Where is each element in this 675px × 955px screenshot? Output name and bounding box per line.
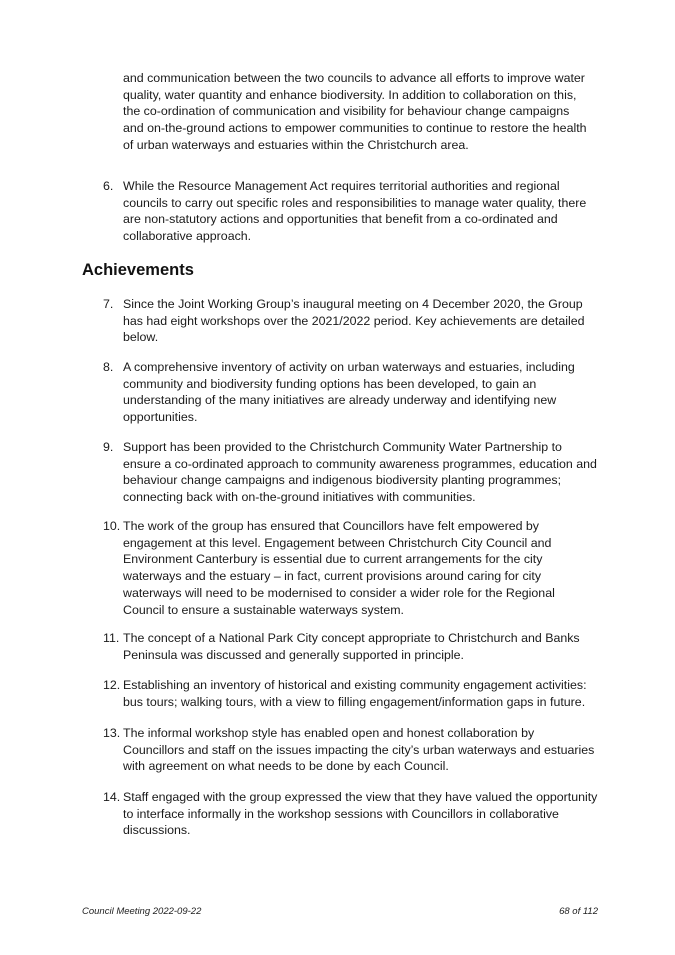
list-item-text: Staff engaged with the group expressed the view that they have valued the opportunity to interface informally in the workshop sessions with Councillors in collaborative discussions. (123, 790, 598, 838)
list-item-number: 8. (103, 360, 114, 374)
footer-page-number: 68 of 112 (559, 906, 598, 917)
list-item-text: The informal workshop style has enabled open and honest collaboration by Councillors and staff on the issues impacting the city’s urban waterways and estuaries with agreement on what needs to be done by each Council. (123, 726, 595, 774)
list-item-number: 11. (103, 631, 120, 645)
list-item-number: 7. (103, 297, 114, 311)
list-item-number: 13. (103, 726, 121, 740)
list-item-text: The work of the group has ensured that Councillors have felt empowered by engagement at this level. Engagement between Christchurch City Council and Environment Canterbury is essential due to current arrangements for the city waterways and the estuary – in fact, current provisions around caring for city waterways will need to be modernised to consider a wider role for the Regional Council to ensure a sustainable waterways system. (123, 519, 555, 617)
list-item-12 (103, 677, 598, 710)
list-item-text: While the Resource Management Act requires territorial authorities and regional councils to carry out specific roles and responsibilities to manage water quality, there are non-statutory actions and opportunities that benefit from a co-ordinated and collaborative approach. (123, 179, 587, 244)
list-item-text: Since the Joint Working Group’s inaugural meeting on 4 December 2020, the Group has had eight workshops over the 2021/2022 period. Key achievements are detailed below. (123, 297, 585, 345)
list-item-number: 14. (103, 790, 121, 804)
continuation-paragraph: and communication between the two councils to advance all efforts to improve water quality, water quantity and enhance biodiversity. In addition to collaboration on this, the co-ordination of communication and visibility for behaviour change campaigns and on-the-ground actions to empower communities to continue to restore the health of urban waterways and estuaries within the Christchurch area. (123, 71, 587, 152)
list-item-text: The concept of a National Park City concept appropriate to Christchurch and Banks Peninsula was discussed and generally supported in principle. (123, 631, 580, 662)
list-item-number: 9. (103, 440, 114, 454)
list-item-11 (103, 630, 598, 663)
list-item-8 (103, 359, 598, 426)
section-heading: Achievements (82, 261, 194, 279)
list-item-14 (103, 789, 598, 839)
list-item-number: 6. (103, 179, 114, 193)
list-item-number: 10. (103, 519, 121, 533)
list-item-number: 12. (103, 678, 121, 692)
list-item-text: Support has been provided to the Christchurch Community Water Partnership to ensure a co-ordinated approach to community awareness programmes, education and behaviour change campaigns and indigenous biodiversity planting programmes; connecting back with on-the-ground initiatives with communities. (123, 440, 597, 505)
list-item-7 (103, 296, 598, 346)
list-item-10 (103, 518, 598, 618)
list-item-text: A comprehensive inventory of activity on urban waterways and estuaries, including community and biodiversity funding options has been developed, to gain an understanding of the many initiatives are already underway and identifying new opportunities. (123, 360, 575, 425)
footer-meeting-label: Council Meeting 2022-09-22 (82, 906, 202, 917)
list-item-6 (103, 178, 598, 245)
list-item-9 (103, 439, 598, 506)
list-item-13 (103, 725, 598, 775)
list-item-text: Establishing an inventory of historical and existing community engagement activities: bus tours; walking tours, with a view to filling engagement/information gaps in future. (123, 678, 587, 709)
